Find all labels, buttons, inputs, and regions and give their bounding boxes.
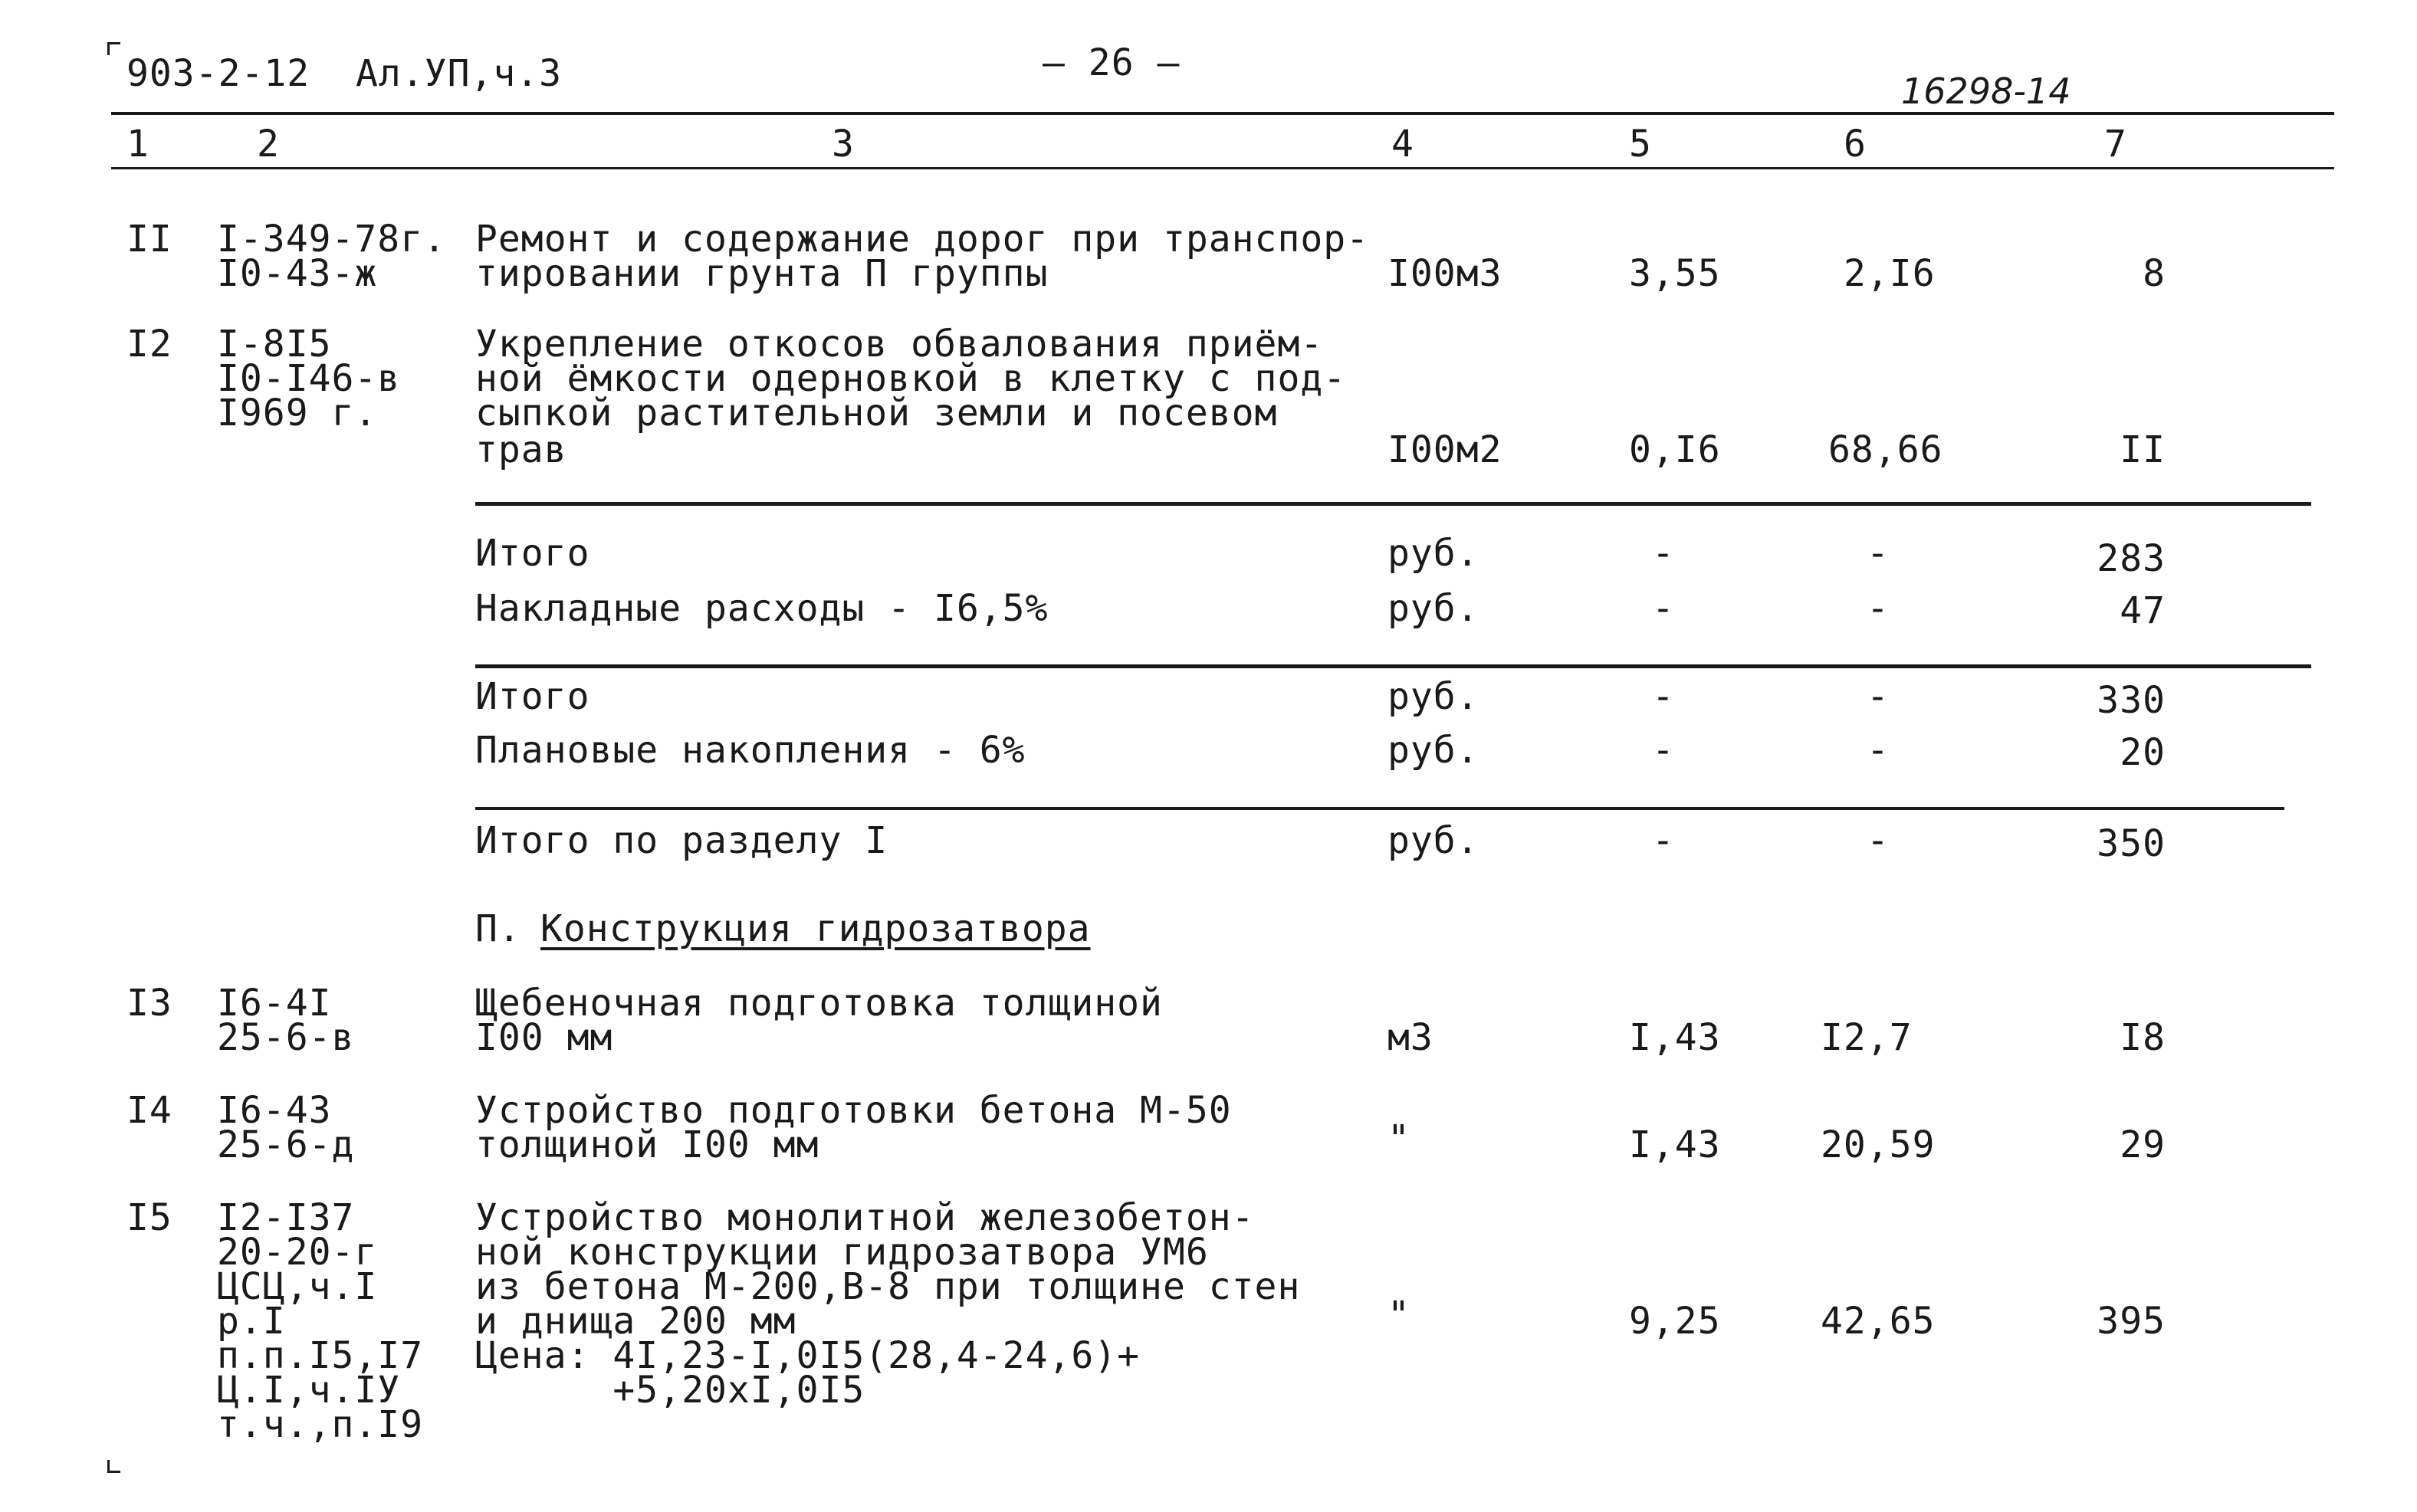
- column-header-2: 2: [257, 123, 280, 166]
- total-cell: I8: [2120, 1016, 2166, 1059]
- subtotal-rule: [475, 664, 2311, 668]
- price-cell: -: [1867, 532, 1890, 575]
- norm-ref-line: I-349-78г.: [217, 218, 446, 261]
- quantity-cell: 0,I6: [1629, 428, 1721, 471]
- norm-ref-line: 25-6-д: [217, 1123, 355, 1166]
- description-line: из бетона М-200,В-8 при толщине стен: [475, 1265, 1301, 1308]
- unit-cell: м3: [1387, 1016, 1433, 1059]
- unit-cell: I00м2: [1387, 428, 1502, 471]
- column-header-5: 5: [1629, 123, 1652, 166]
- unit-cell: руб.: [1387, 729, 1479, 772]
- total-cell: 29: [2120, 1123, 2166, 1166]
- quantity-cell: -: [1652, 587, 1675, 630]
- subtotal-rule: [475, 807, 2284, 810]
- quantity-cell: I,43: [1629, 1016, 1721, 1059]
- row-number: II: [126, 218, 172, 261]
- corner-mark-top-left: [107, 42, 120, 55]
- page-number: — 26 —: [1043, 41, 1181, 84]
- price-cell: 20,59: [1821, 1123, 1936, 1166]
- description-line: Укрепление откосов обвалования приём-: [475, 323, 1324, 366]
- total-cell: 8: [2143, 252, 2166, 295]
- description-line: +5,20хI,0I5: [475, 1369, 865, 1412]
- total-cell: 20: [2120, 731, 2166, 774]
- norm-ref-line: I6-4I: [217, 982, 332, 1025]
- description-line: тировании грунта П группы: [475, 252, 1049, 295]
- norm-ref-line: I0-43-ж: [217, 252, 378, 295]
- price-cell: 2,I6: [1844, 252, 1936, 295]
- corner-mark-bottom-left: [107, 1460, 120, 1473]
- column-header-3: 3: [832, 123, 855, 166]
- description-line: толщиной I00 мм: [475, 1123, 819, 1166]
- total-cell: II: [2120, 428, 2166, 471]
- header-bottom-rule: [111, 167, 2334, 169]
- subtotal-rule: [475, 502, 2311, 506]
- price-cell: I2,7: [1821, 1016, 1913, 1059]
- norm-ref-line: I0-I46-в: [217, 357, 401, 400]
- quantity-cell: I,43: [1629, 1123, 1721, 1166]
- description-line: Ремонт и содержание дорог при транспор-: [475, 218, 1370, 261]
- total-cell: 350: [2097, 822, 2166, 865]
- total-cell: 330: [2097, 679, 2166, 722]
- price-cell: -: [1867, 675, 1890, 718]
- quantity-cell: 3,55: [1629, 252, 1721, 295]
- norm-ref-line: т.ч.,п.I9: [217, 1403, 424, 1446]
- subtotal-label: Плановые накопления - 6%: [475, 729, 1026, 772]
- row-number: I4: [126, 1089, 172, 1132]
- norm-ref-line: I6-43: [217, 1089, 332, 1132]
- description-line: ной конструкции гидрозатвора УМ6: [475, 1231, 1209, 1274]
- description-line: сыпкой растительной земли и посевом: [475, 392, 1278, 435]
- price-cell: 42,65: [1821, 1300, 1936, 1343]
- price-cell: -: [1867, 819, 1890, 862]
- description-line: ной ёмкости одерновкой в клетку с под-: [475, 357, 1347, 400]
- quantity-cell: 9,25: [1629, 1300, 1721, 1343]
- norm-ref-line: I2-I37: [217, 1196, 355, 1239]
- section-title: Конструкция гидрозатвора: [540, 907, 1091, 950]
- unit-cell: руб.: [1387, 675, 1479, 718]
- norm-ref-line: I969 г.: [217, 392, 378, 435]
- quantity-cell: -: [1652, 675, 1675, 718]
- column-header-4: 4: [1391, 123, 1414, 166]
- subtotal-label: Накладные расходы - I6,5%: [475, 587, 1049, 630]
- subtotal-label: Итого: [475, 675, 590, 718]
- price-cell: -: [1867, 729, 1890, 772]
- column-header-7: 7: [2104, 123, 2127, 166]
- description-line: трав: [475, 428, 567, 471]
- norm-ref-line: р.I: [217, 1300, 286, 1343]
- description-line: Цена: 4I,23-I,0I5(28,4-24,6)+: [475, 1334, 1141, 1377]
- norm-ref-line: п.п.I5,I7: [217, 1334, 424, 1377]
- description-line: Щебеночная подготовка толщиной: [475, 982, 1163, 1025]
- norm-ref-line: ЦСЦ,ч.I: [217, 1265, 378, 1308]
- header-top-rule: [111, 112, 2334, 115]
- description-line: и днища 200 мм: [475, 1300, 796, 1343]
- section-number: П.: [475, 907, 521, 950]
- description-line: Устройство монолитной железобетон-: [475, 1196, 1255, 1239]
- column-header-6: 6: [1844, 123, 1867, 166]
- column-header-1: 1: [126, 123, 149, 166]
- unit-cell: руб.: [1387, 819, 1479, 862]
- row-number: I3: [126, 982, 172, 1025]
- subtotal-label: Итого: [475, 532, 590, 575]
- quantity-cell: -: [1652, 532, 1675, 575]
- norm-ref-line: 20-20-г: [217, 1231, 378, 1274]
- norm-ref-line: Ц.I,ч.IУ: [217, 1369, 401, 1412]
- row-number: I2: [126, 323, 172, 366]
- quantity-cell: -: [1652, 819, 1675, 862]
- description-line: Устройство подготовки бетона М-50: [475, 1089, 1232, 1132]
- price-cell: 68,66: [1828, 428, 1943, 471]
- row-number: I5: [126, 1196, 172, 1239]
- unit-cell: ": [1387, 1294, 1410, 1337]
- unit-cell: руб.: [1387, 587, 1479, 630]
- total-cell: 47: [2120, 589, 2166, 632]
- unit-cell: руб.: [1387, 532, 1479, 575]
- norm-ref-line: 25-6-в: [217, 1016, 355, 1059]
- description-line: I00 мм: [475, 1016, 613, 1059]
- norm-ref-line: I-8I5: [217, 323, 332, 366]
- quantity-cell: -: [1652, 729, 1675, 772]
- unit-cell: I00м3: [1387, 252, 1502, 295]
- price-cell: -: [1867, 587, 1890, 630]
- subtotal-label: Итого по разделу I: [475, 819, 888, 862]
- document-code: 903-2-12 Ал.УП,ч.3: [126, 52, 563, 95]
- unit-cell: ": [1387, 1117, 1410, 1160]
- sheet-mark: 16298-14: [1901, 71, 2071, 112]
- total-cell: 395: [2097, 1300, 2166, 1343]
- total-cell: 283: [2097, 537, 2166, 580]
